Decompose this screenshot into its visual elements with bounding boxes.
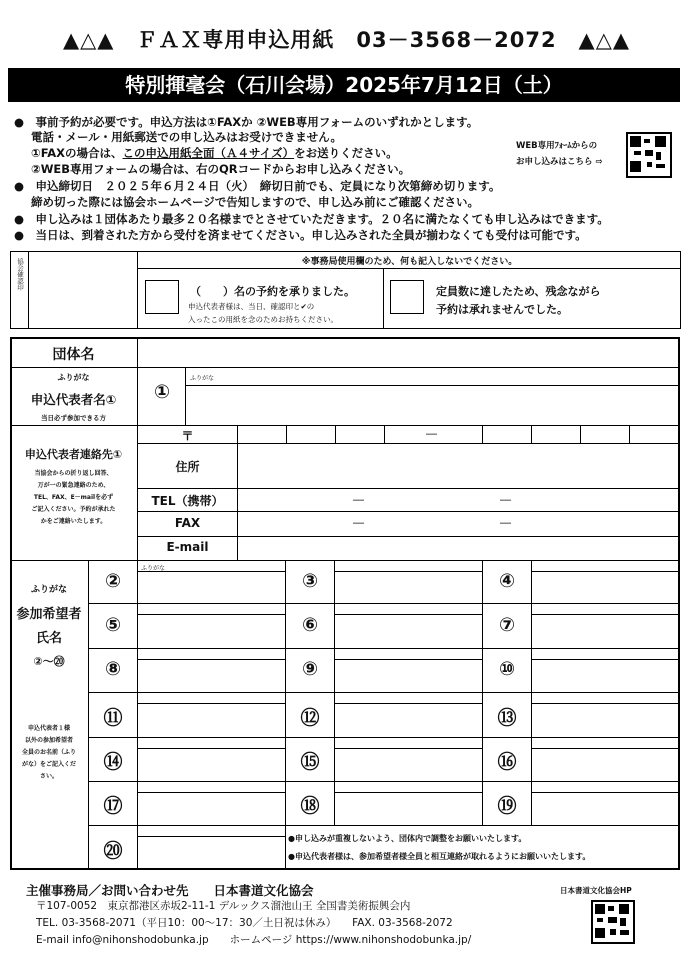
accepted-text: （ ）名の予約を承りました。	[190, 285, 355, 298]
participant-name-field[interactable]	[532, 782, 678, 824]
email-field[interactable]	[238, 537, 679, 559]
web-form-qr-code-icon[interactable]	[626, 132, 672, 178]
fax-dash-1: ―	[353, 516, 364, 529]
participant-number: ⑤	[104, 613, 122, 636]
participant-name-field[interactable]	[335, 604, 481, 647]
web-form-label-2: お申し込みはこちら ⇨	[516, 157, 603, 167]
note-1d: ②WEB専用フォームの場合は、右のQRコードからお申し込みください。	[31, 162, 411, 176]
participant-name-field[interactable]	[532, 649, 678, 691]
footer-email[interactable]: E-mail info@nihonshodobunka.jp ホームページ https://www.nihonshodobunka.jp/	[36, 934, 472, 946]
rep-furigana-field[interactable]	[200, 370, 678, 384]
participant-label-1: 参加希望者	[16, 607, 82, 622]
participant-number: ⑬	[497, 706, 517, 729]
tel-dash-1: ―	[353, 493, 364, 506]
note-1c: ①FAXの場合は、この申込用紙全面（Ａ４サイズ）をお送りください。	[31, 146, 398, 160]
rep-name-sub: 当日必ず参加できる方	[41, 414, 106, 422]
participant-label-2: 氏名	[35, 631, 62, 646]
rep-name-field[interactable]	[187, 387, 678, 424]
group-name-label: 団体名	[52, 347, 95, 363]
email-label: E-mail	[166, 540, 209, 554]
hp-label: 日本書道文化協会HP	[560, 886, 632, 895]
web-form-label-1: WEB専用ﾌｫｰﾑからの	[516, 141, 598, 151]
footer-tel: TEL. 03-3568-2071（平日10：00～17：30／土日祝は休み） FAX. 03-3568-2072	[36, 917, 453, 929]
fax-label: FAX	[174, 516, 201, 530]
address-field[interactable]	[238, 445, 679, 487]
participant-name-field[interactable]	[138, 826, 284, 869]
rep-name-label: 申込代表者名①	[30, 392, 117, 407]
postal-dash: ―	[426, 427, 437, 440]
participant-number: ⑪	[103, 706, 123, 729]
note-3: ● 申し込みは１団体あたり最多２０名様までとさせていただきます。２０名に満たなくても申し込みはできます。	[14, 212, 609, 226]
footer-heading: 主催事務局／お問い合わせ先 日本書道文化協会	[26, 883, 314, 898]
note-1b: 電話・メール・用紙郵送での申し込みはお受けできません。	[31, 130, 342, 144]
participant-name-field[interactable]	[138, 693, 284, 736]
participant-name-field[interactable]	[138, 738, 284, 780]
fax-field[interactable]	[238, 512, 679, 535]
office-use-header: ※事務局使用欄のため、何も記入しないでください。	[301, 257, 518, 267]
group-name-field[interactable]	[139, 339, 678, 366]
participant-number: ⑦	[498, 613, 516, 636]
participant-number: ⑰	[103, 795, 123, 817]
rep-number-1: ①	[153, 381, 171, 403]
contact-sub: 当協会からの折り返し回答、 万が一の緊急連絡のため、 TEL、FAX、E－mailを必ず ご記入ください。予約が承れた かをご連絡いたします。	[31, 470, 116, 525]
participant-number: ⑱	[300, 795, 320, 817]
event-banner: 特別揮毫会（石川会場）2025年7月12日（土）	[8, 68, 680, 102]
participant-number: ⑯	[497, 751, 517, 773]
participant-name-field[interactable]	[335, 738, 481, 780]
note-1: ● 事前予約が必要です。申込方法は①FAXか ②WEB専用フォームのいずれかとします。	[14, 115, 479, 129]
participant-name-field[interactable]	[335, 782, 481, 824]
participant-name-field[interactable]	[335, 561, 481, 602]
form-note-1: ●申し込みが重複しないよう、団体内で調整をお願いいたします。	[288, 834, 527, 843]
participant-furigana-mark: ふりがな	[141, 565, 166, 572]
note-2b: 締め切った際には協会ホームページで告知しますので、申し込み前にご確認ください。	[31, 195, 480, 209]
participant-number: ⑮	[300, 751, 320, 773]
participant-number: ④	[498, 569, 516, 592]
participant-name-field[interactable]	[138, 604, 284, 647]
office-stamp-label: 協会確認印	[16, 258, 24, 291]
accepted-sub-2: 入ったこの用紙を念のためお持ちください。	[188, 315, 338, 324]
rejected-checkbox[interactable]	[390, 280, 424, 314]
participant-range: ②～⑳	[33, 655, 65, 668]
accepted-checkbox[interactable]	[145, 280, 179, 314]
rejected-text-1: 定員数に達したため、残念ながら	[436, 285, 601, 298]
participant-name-field[interactable]	[138, 561, 284, 602]
participant-furigana-label: ふりがな	[30, 585, 67, 595]
participant-name-field[interactable]	[532, 604, 678, 647]
rejected-text-2: 予約は承れませんでした。	[436, 303, 568, 316]
contact-label: 申込代表者連絡先①	[24, 448, 123, 461]
participant-number: ⑭	[103, 751, 123, 773]
participant-name-field[interactable]	[532, 738, 678, 780]
participant-number: ⑩	[498, 658, 516, 680]
participant-number: ⑥	[301, 613, 319, 636]
participant-number: ③	[301, 569, 319, 592]
note-2: ● 申込締切日 ２０２５年６月２４日（火） 締切日前でも、定員になり次第締め切ります。	[14, 179, 501, 193]
page-title: ▲△▲ ＦＡＸ専用申込用紙 03－3568－2072 ▲△▲	[62, 28, 631, 52]
form-note-2: ●申込代表者様は、参加希望者様全員と相互連絡が取れるようにお願いいたします。	[288, 852, 591, 861]
note-4: ● 当日は、到着された方から受付を済ませてください。申し込みされた全員が揃わなくても受付は可能です。	[14, 228, 587, 242]
participant-name-field[interactable]	[335, 649, 481, 691]
participant-name-field[interactable]	[532, 561, 678, 602]
accepted-sub-1: 申込代表者様は、当日、確認印と✔の	[188, 302, 315, 311]
participant-number: ⑫	[300, 706, 320, 729]
postal-code-field[interactable]	[238, 426, 679, 442]
participant-number: ⑧	[104, 658, 122, 680]
address-label: 住所	[175, 460, 200, 474]
participant-name-field[interactable]	[138, 782, 284, 824]
participant-name-field[interactable]	[335, 693, 481, 736]
participant-sub: 申込代表者１様 以外の参加希望者 全員のお名前（ふり がな）をご記入くだ さい。	[21, 725, 76, 780]
rep-furigana-label: ふりがな	[57, 373, 90, 382]
participant-number: ⑳	[103, 839, 123, 862]
tel-label: TEL（携帯）	[151, 494, 224, 508]
participant-name-field[interactable]	[532, 693, 678, 736]
postal-label: 〒	[181, 429, 194, 443]
tel-field[interactable]	[238, 489, 679, 510]
participant-number: ⑨	[301, 658, 319, 680]
participant-number: ②	[104, 569, 122, 592]
rep-furigana-mark: ふりがな	[190, 375, 215, 382]
tel-dash-2: ―	[500, 493, 511, 506]
participant-name-field[interactable]	[138, 649, 284, 691]
participant-number: ⑲	[497, 795, 517, 817]
footer-address: 〒107-0052 東京都港区赤坂2-11-1 デルックス溜池山王 全国書美術振興会内	[36, 900, 411, 912]
fax-dash-2: ―	[500, 516, 511, 529]
homepage-qr-code-icon[interactable]	[591, 900, 635, 944]
